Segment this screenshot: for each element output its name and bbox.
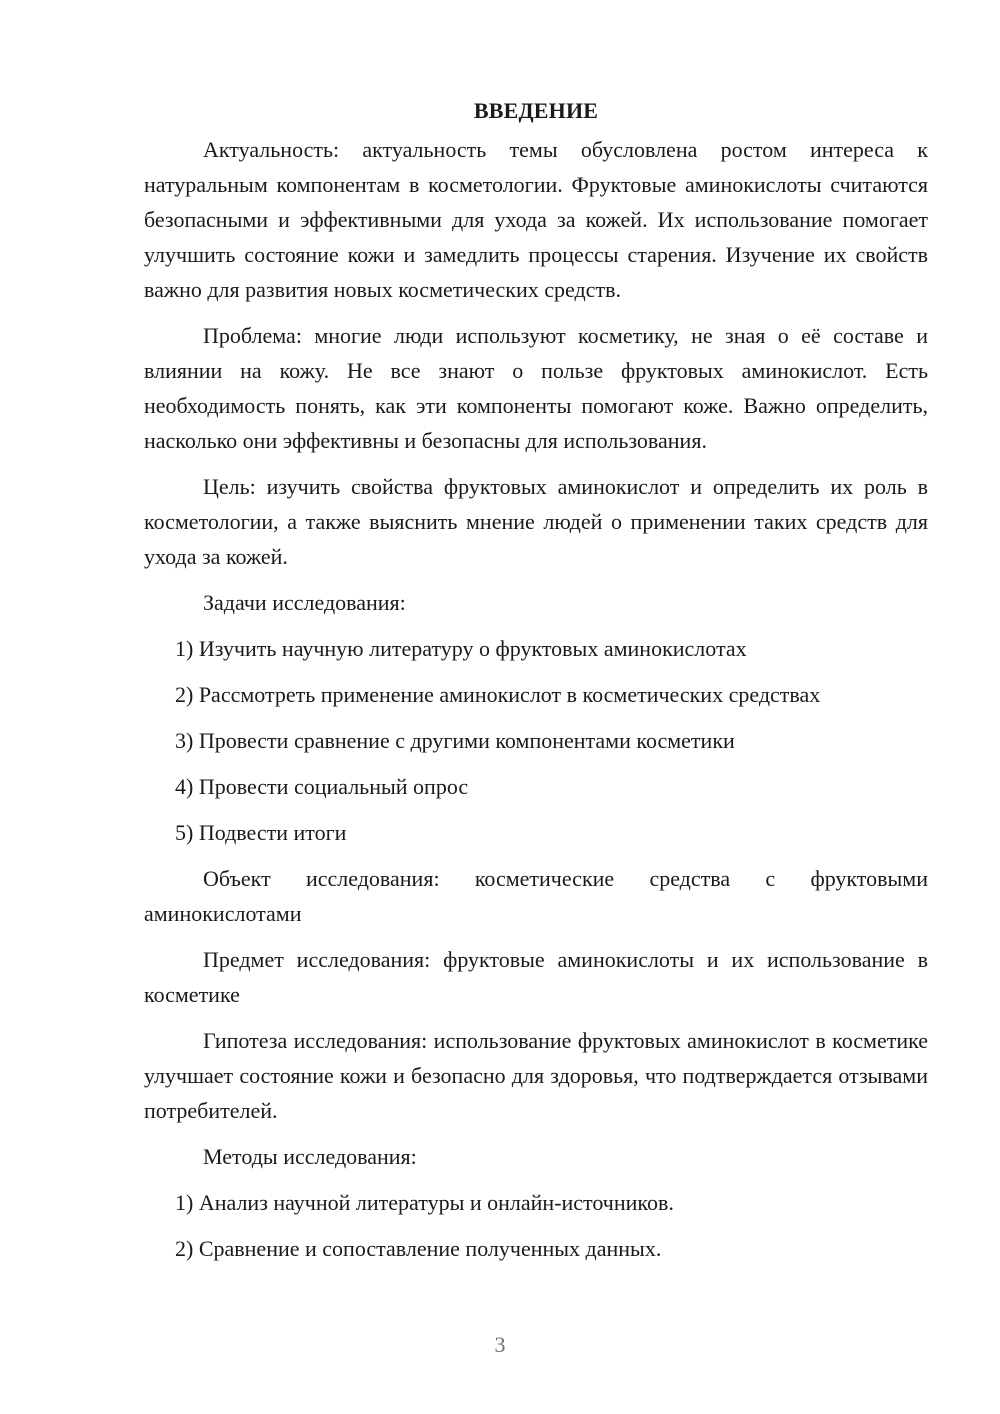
task-item: 3) Провести сравнение с другими компонентами косметики — [175, 728, 735, 753]
task-item: 5) Подвести итоги — [175, 820, 347, 845]
section-title: ВВЕДЕНИЕ — [473, 98, 599, 123]
goal-paragraph: Цель: изучить свойства фруктовых аминокислот и определить их роль в косметологии, а также выяснить мнение людей о применении таких средств для ухода за кожей. — [144, 474, 928, 569]
method-item: 2) Сравнение и сопоставление полученных данных. — [175, 1236, 662, 1261]
object-paragraph: Объект исследования: косметические средства с фруктовыми аминокислотами — [144, 866, 928, 926]
task-item: 1) Изучить научную литературу о фруктовых аминокислотах — [175, 636, 747, 661]
tasks-heading: Задачи исследования: — [203, 590, 406, 615]
task-item: 2) Рассмотреть применение аминокислот в косметических средствах — [175, 682, 821, 707]
subject-paragraph: Предмет исследования: фруктовые аминокислоты и их использование в косметике — [144, 947, 928, 1007]
method-item: 1) Анализ научной литературы и онлайн-источников. — [175, 1190, 674, 1215]
task-item: 4) Провести социальный опрос — [175, 774, 469, 799]
document-page — [144, 96, 928, 1277]
relevance-paragraph: Актуальность: актуальность темы обусловлена ростом интереса к натуральным компонентам в косметологии. Фруктовые аминокислоты считаются безопасными и эффективными для ухода за кожей. Их использование помогает улучшить состояние кожи и замедлить процессы старения. Изучение их свойств важно для развития новых косметических средств. — [144, 137, 928, 302]
page-number: 3 — [494, 1332, 506, 1357]
problem-paragraph: Проблема: многие люди используют косметику, не зная о её составе и влиянии на кожу. Не все знают о пользе фруктовых аминокислот. Есть необходимость понять, как эти компоненты помогают коже. Важно определить, насколько они эффективны и безопасны для использования. — [144, 323, 928, 453]
methods-heading: Методы исследования: — [203, 1144, 417, 1169]
hypothesis-paragraph: Гипотеза исследования: использование фруктовых аминокислот в косметике улучшает состояние кожи и безопасно для здоровья, что подтверждается отзывами потребителей. — [144, 1028, 928, 1123]
